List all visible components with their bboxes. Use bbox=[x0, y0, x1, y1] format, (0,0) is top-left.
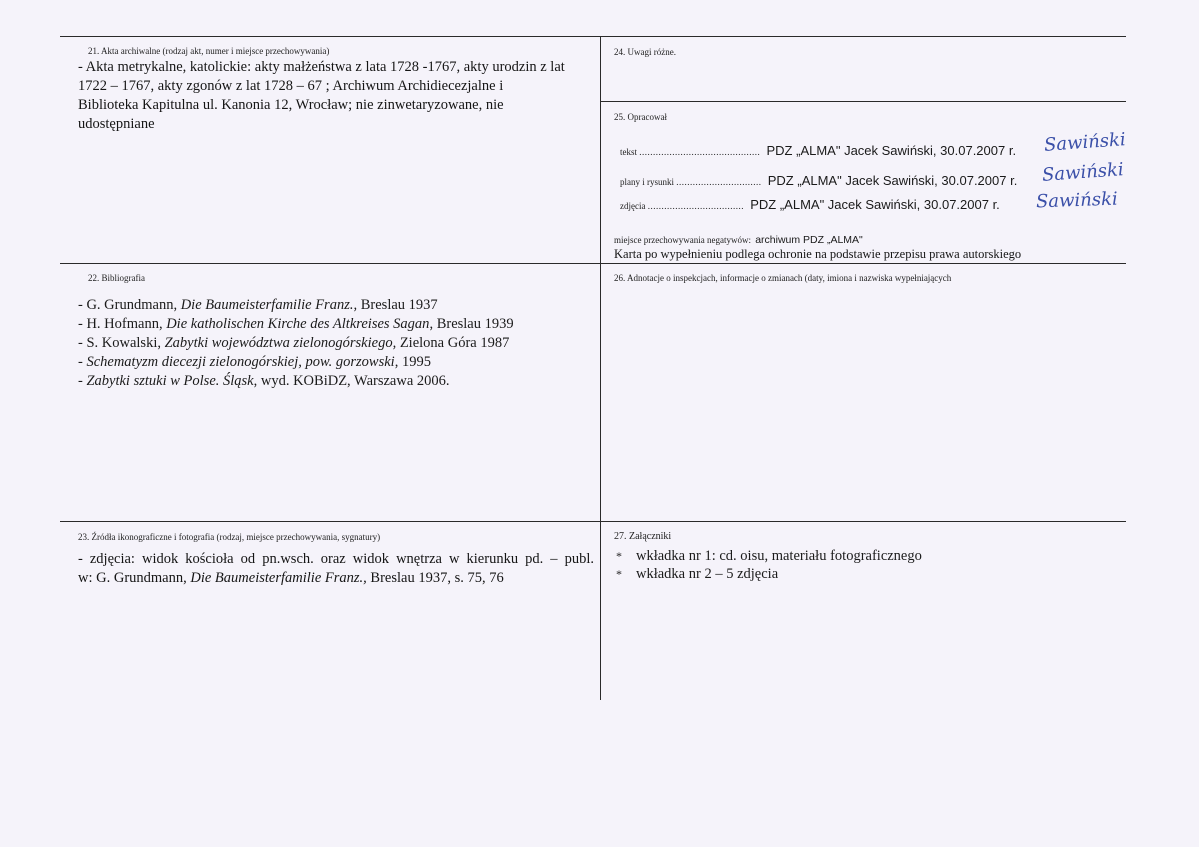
section-25-label: 25. Opracował bbox=[614, 112, 667, 122]
bibliography-item: - S. Kowalski, Zabytki województwa zielonogórskiego, Zielona Góra 1987 bbox=[78, 335, 510, 351]
author-row-dots: ............................... bbox=[676, 177, 762, 187]
author-row-label: zdjęcia bbox=[620, 201, 646, 211]
author-row-dots: ................................... bbox=[647, 201, 744, 211]
section-24-label: 24. Uwagi różne. bbox=[614, 47, 676, 57]
section-21-line: Biblioteka Kapitulna ul. Kanonia 12, Wrocław; nie zinwetaryzowane, nie bbox=[78, 97, 504, 113]
handwritten-signature: Sawiński bbox=[1043, 129, 1127, 156]
bullet-icon: * bbox=[616, 549, 622, 563]
bibliography-list bbox=[78, 296, 514, 391]
attachments-list bbox=[616, 547, 922, 583]
section-27-label: 27. Załączniki bbox=[614, 531, 672, 542]
negatives-label: miejsce przechowywania negatywów: bbox=[614, 235, 751, 245]
section-22-label: 22. Bibliografia bbox=[88, 273, 145, 283]
bibliography-item: - Schematyzm diecezji zielonogórskiej, pow. gorzowski, 1995 bbox=[78, 354, 431, 370]
author-row-value: PDZ „ALMA" Jacek Sawiński, 30.07.2007 r. bbox=[750, 197, 1000, 212]
author-row-plans bbox=[620, 173, 1017, 188]
divider-row1-row2 bbox=[60, 263, 1126, 264]
divider-24-25 bbox=[600, 101, 1126, 102]
copyright-note: Karta po wypełnieniu podlega ochronie na podstawie przepisu prawa autorskiego bbox=[614, 247, 1022, 261]
author-row-label: plany i rysunki bbox=[620, 177, 674, 187]
section-23-text bbox=[78, 550, 594, 588]
center-divider bbox=[600, 36, 601, 700]
section-26-label: 26. Adnotacje o inspekcjach, informacje o zmianach (daty, imiona i nazwiska wypełniających bbox=[614, 273, 952, 283]
attachment-item: * wkładka nr 2 – 5 zdjęcia bbox=[616, 566, 779, 582]
section-21-label: 21. Akta archiwalne (rodzaj akt, numer i miejsce przechowywania) bbox=[88, 46, 330, 56]
bibliography-item: - H. Hofmann, Die katholischen Kirche des Altkreises Sagan, Breslau 1939 bbox=[78, 316, 514, 332]
section-21-line: - Akta metrykalne, katolickie: akty małżeństwa z lata 1728 -1767, akty urodzin z lat bbox=[78, 59, 565, 75]
divider-row2-row3 bbox=[60, 521, 1126, 522]
section-21-line: udostępniane bbox=[78, 116, 155, 132]
section-23-line: w: G. Grundmann, Die Baumeisterfamilie Franz., Breslau 1937, s. 75, 76 bbox=[78, 570, 504, 586]
author-row-photos bbox=[620, 197, 1000, 212]
author-row-dots: ............................................ bbox=[639, 147, 761, 157]
negatives-location bbox=[614, 234, 863, 246]
bibliography-item: - Zabytki sztuki w Polse. Śląsk, wyd. KOBiDZ, Warszawa 2006. bbox=[78, 373, 450, 389]
bibliography-item: - G. Grundmann, Die Baumeisterfamilie Franz., Breslau 1937 bbox=[78, 297, 438, 313]
bullet-icon: * bbox=[616, 567, 622, 581]
negatives-value: archiwum PDZ „ALMA" bbox=[755, 234, 863, 246]
author-row-value: PDZ „ALMA" Jacek Sawiński, 30.07.2007 r. bbox=[766, 143, 1017, 158]
top-border bbox=[60, 36, 1126, 37]
section-21-text bbox=[78, 58, 593, 134]
attachment-item: * wkładka nr 1: cd. oisu, materiału fotograficznego bbox=[616, 548, 922, 564]
section-21-line: 1722 – 1767, akty zgonów z lat 1728 – 67 ; Archiwum Archidiecezjalne i bbox=[78, 78, 504, 94]
author-row-value: PDZ „ALMA" Jacek Sawiński, 30.07.2007 r. bbox=[767, 173, 1018, 188]
section-23-line: - zdjęcia: widok kościoła od pn.wsch. oraz widok wnętrza w kierunku pd. – publ. bbox=[78, 551, 594, 567]
handwritten-signature: Sawiński bbox=[1035, 188, 1119, 213]
author-row-label: tekst bbox=[620, 147, 637, 157]
author-row-text bbox=[620, 143, 1016, 158]
section-23-label: 23. Źródła ikonograficzne i fotografia (rodzaj, miejsce przechowywania, sygnatury) bbox=[78, 532, 381, 542]
handwritten-signature: Sawiński bbox=[1041, 159, 1125, 186]
